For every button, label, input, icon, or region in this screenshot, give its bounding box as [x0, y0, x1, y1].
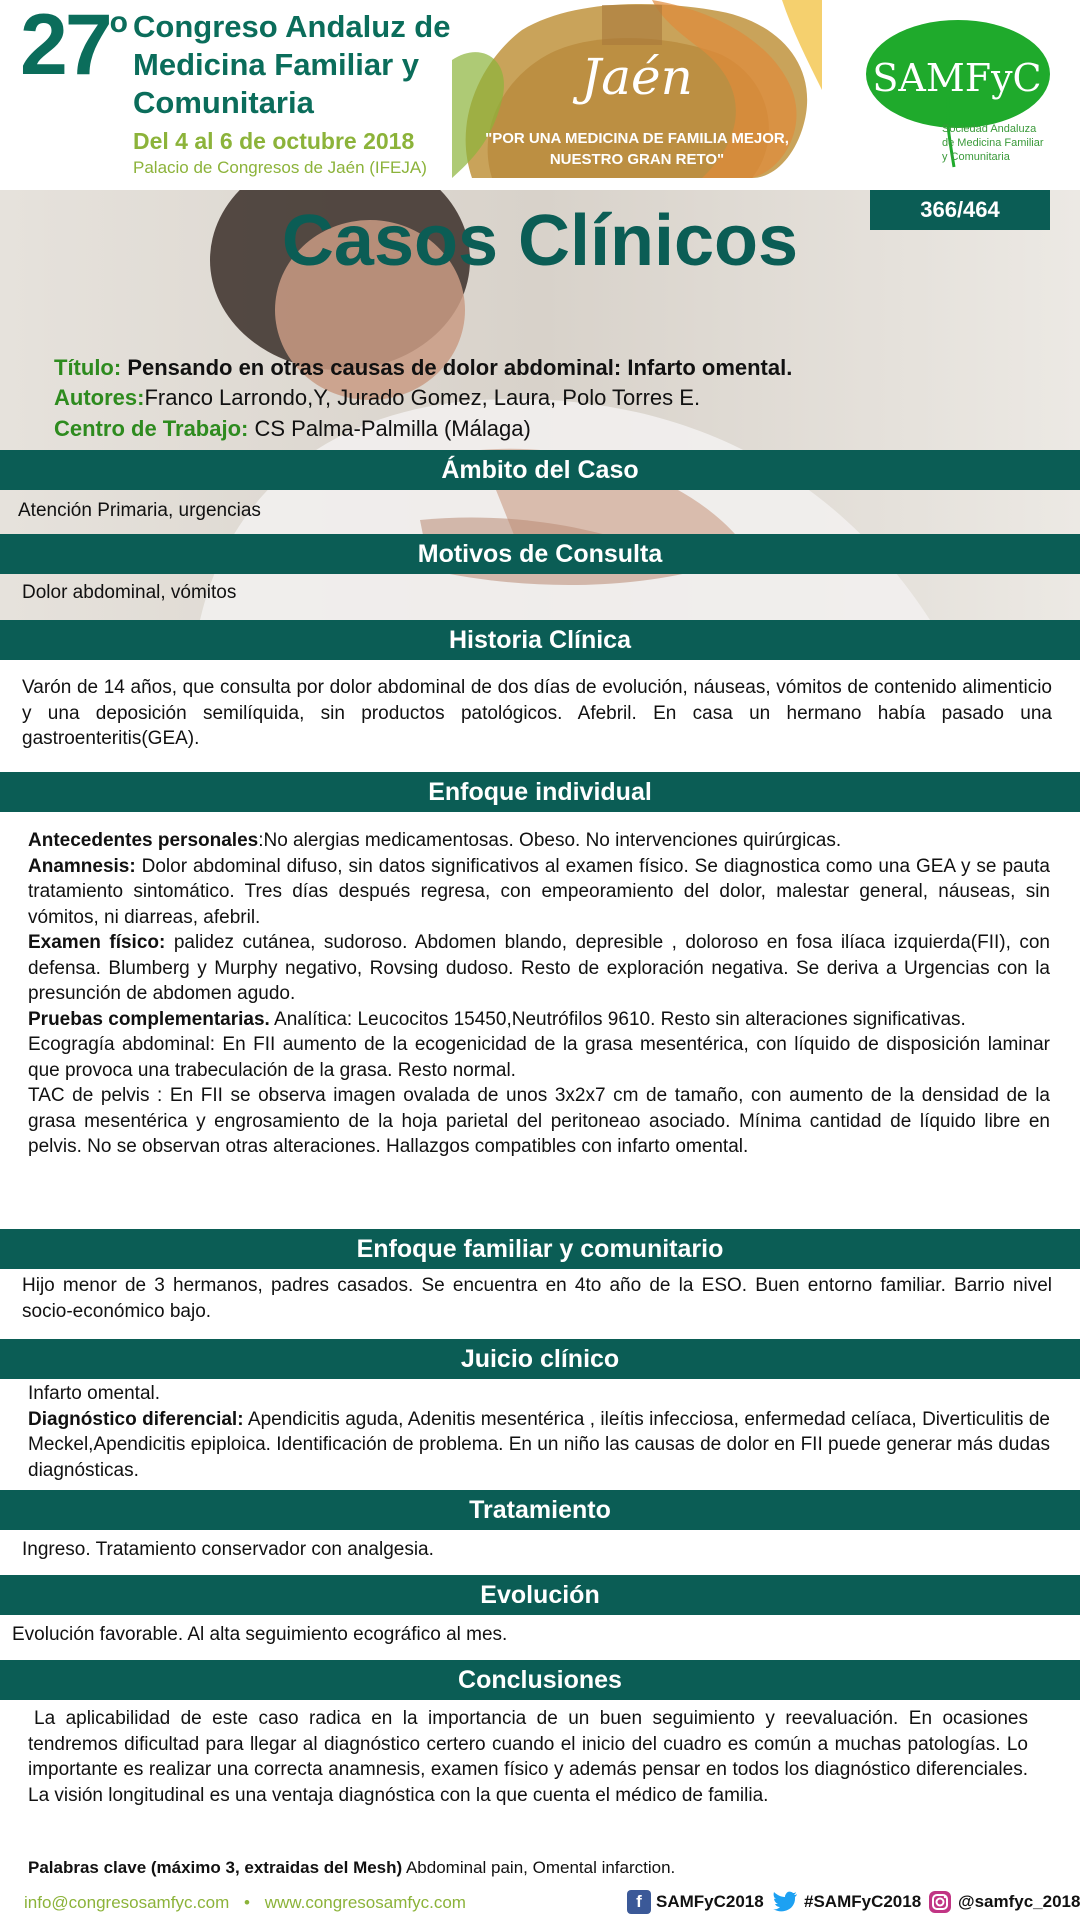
keywords-label: Palabras clave (máximo 3, extraidas del Mesh) — [28, 1858, 403, 1877]
city-banner — [452, 0, 822, 178]
section-heading-tratamiento: Tratamiento — [0, 1490, 1080, 1530]
logo-wordmark: SAMFyC — [872, 56, 1042, 100]
case-title-line — [54, 355, 792, 381]
authors-value: Franco Larrondo,Y, Jurado Gomez, Laura, Polo Torres E. — [144, 385, 701, 410]
section-text-enfoque-individual — [28, 828, 1050, 1160]
authors-line — [54, 385, 700, 411]
twitter-icon — [772, 1890, 798, 1914]
case-title-label: Título: — [54, 355, 122, 380]
section-heading-historia: Historia Clínica — [0, 620, 1080, 660]
section-heading-conclusiones: Conclusiones — [0, 1660, 1080, 1700]
footer-facebook[interactable] — [627, 1890, 764, 1914]
work-center-label: Centro de Trabajo: — [54, 416, 249, 441]
section-text-motivos: Dolor abdominal, vómitos — [22, 582, 237, 603]
section-heading-familiar: Enfoque familiar y comunitario — [0, 1229, 1080, 1269]
document-title: Casos Clínicos — [281, 201, 799, 281]
section-heading-motivos: Motivos de Consulta — [0, 534, 1080, 574]
section-text-ambito: Atención Primaria, urgencias — [18, 500, 261, 521]
congress-venue: Palacio de Congresos de Jaén (IFEJA) — [133, 158, 427, 177]
pruebas-paragraph: Pruebas complementarias. Analítica: Leucocitos 15450,Neutrófilos 9610. Resto sin alteraciones significativas. — [28, 1008, 966, 1030]
section-text-conclusiones: La aplicabilidad de este caso radica en la importancia de un buen seguimiento y reevaluación. En ocasiones tendremos dificultad para llegar al diagnóstico certero cuando el inicio del cuadro es común a muchas patologías. Lo importante es realizar una correcta anamnesis, examen físico y además pensar en todos los diagnóstico diferenciales. La visión longitudinal es una ventaja diagnóstica con la que cuenta el médico de familia. — [28, 1708, 1028, 1806]
section-text-evolucion: Evolución favorable. Al alta seguimiento ecográfico al mes. — [12, 1624, 508, 1645]
city-name: Jaén — [581, 48, 693, 106]
tac-paragraph: TAC de pelvis : En FII se observa imagen ovalada de unos 3x2x7 cm de tamaño, con aumento de la densidad de la grasa mesentérica y engrosamiento de la hoja parietal del peritoneao asociado. Mínima cantidad de líquido libre en pelvis. No se observan otras alteraciones. Hallazgos compatibles con infarto omental. — [28, 1085, 1050, 1157]
ecografia-paragraph: Ecogragía abdominal: En FII aumento de la ecogenicidad de la grasa mesentérica, con líquido de disposición laminar que provoca una trabeculación de la grasa. Resto normal. — [28, 1034, 1050, 1081]
section-text-juicio: Infarto omental. Diagnóstico diferencial: Apendicitis aguda, Adenitis mesentérica , ileítis infecciosa, enfermedad celíaca, Diverticulitis de Meckel,Apendicitis epiploica. Identificación de problema. En un niño las causas de dolor en FII puede generar más dudas diagnósticas. — [28, 1381, 1050, 1483]
twitter-handle: #SAMFyC2018 — [804, 1892, 922, 1911]
section-heading-evolucion: Evolución — [0, 1575, 1080, 1615]
keywords-line — [28, 1858, 675, 1878]
footer-instagram[interactable] — [928, 1890, 1080, 1914]
facebook-handle: SAMFyC2018 — [656, 1892, 764, 1911]
page-header — [0, 0, 1080, 190]
congress-name: Congreso Andaluz de Medicina Familiar y Comunitaria — [133, 9, 451, 120]
congress-slogan: "POR UNA MEDICINA DE FAMILIA MEJOR, NUESTRO GRAN RETO" — [485, 130, 789, 168]
section-heading-enfoque-individual: Enfoque individual — [0, 772, 1080, 812]
footer-twitter[interactable] — [772, 1890, 921, 1914]
section-text-familiar: Hijo menor de 3 hermanos, padres casados. Se encuentra en 4to año de la ESO. Buen entorno familiar. Barrio nivel socio-económico bajo. — [22, 1275, 1052, 1322]
keywords-value: Abdominal pain, Omental infarction. — [402, 1858, 676, 1877]
authors-label: Autores: — [54, 385, 145, 410]
section-heading-juicio: Juicio clínico — [0, 1339, 1080, 1379]
footer-separator: • — [244, 1893, 250, 1912]
page-counter: 366/464 — [870, 190, 1050, 230]
section-heading-ambito: Ámbito del Caso — [0, 450, 1080, 490]
facebook-icon: f — [627, 1890, 651, 1914]
examen-paragraph: Examen físico: palidez cutánea, sudoroso. Abdomen blando, depresible , doloroso en fosa ilíaca izquierda(FII), con defensa. Blumberg y Murphy negativo, Rovsing dudoso. Resto de exploración negativa. Se deriva a Urgencias con la presunción de abdomen agudo. — [28, 932, 1050, 1004]
footer-contact — [24, 1893, 466, 1913]
section-text-tratamiento: Ingreso. Tratamiento conservador con analgesia. — [22, 1539, 434, 1560]
instagram-handle: @samfyc_2018 — [958, 1892, 1080, 1911]
footer-email[interactable]: info@congresosamfyc.com — [24, 1893, 230, 1912]
diagnostico-diferencial-paragraph: Diagnóstico diferencial: Apendicitis aguda, Adenitis mesentérica , ileítis infecciosa, enfermedad celíaca, Diverticulitis de Meckel,Apendicitis epiploica. Identificación de problema. En un niño las causas de dolor en FII puede generar más dudas diagnósticas. — [28, 1408, 1050, 1481]
case-title-value: Pensando en otras causas de dolor abdominal: Infarto omental. — [127, 355, 793, 380]
work-center-line — [54, 416, 531, 442]
work-center-value: CS Palma-Palmilla (Málaga) — [254, 416, 531, 441]
society-name: Sociedad Andaluza de Medicina Familiar y Comunitaria — [942, 123, 1044, 163]
instagram-icon — [928, 1890, 952, 1914]
section-text-historia: Varón de 14 años, que consulta por dolor abdominal de dos días de evolución, náuseas, vómitos de contenido alimenticio y una deposición semilíquida, sin productos patológicos. Afebril. En casa un hermano había pasado una gastroenteritis(GEA). — [22, 677, 1052, 749]
antecedentes-paragraph: Antecedentes personales:No alergias medicamentosas. Obeso. No intervenciones quirúrgicas. — [28, 830, 842, 851]
anamnesis-paragraph: Anamnesis: Dolor abdominal difuso, sin datos significativos al examen físico. Se diagnostica como una GEA y se pauta tratamiento sintomático. Tres días después regresa, con empeoramiento del dolor, malestar general, náuseas, sin vómitos, ni diarreas, afebril. — [28, 855, 1050, 928]
footer-website[interactable]: www.congresosamfyc.com — [264, 1893, 466, 1912]
congress-dates: Del 4 al 6 de octubre 2018 — [133, 128, 415, 154]
edition-number: 27$^o$ — [20, 0, 128, 93]
